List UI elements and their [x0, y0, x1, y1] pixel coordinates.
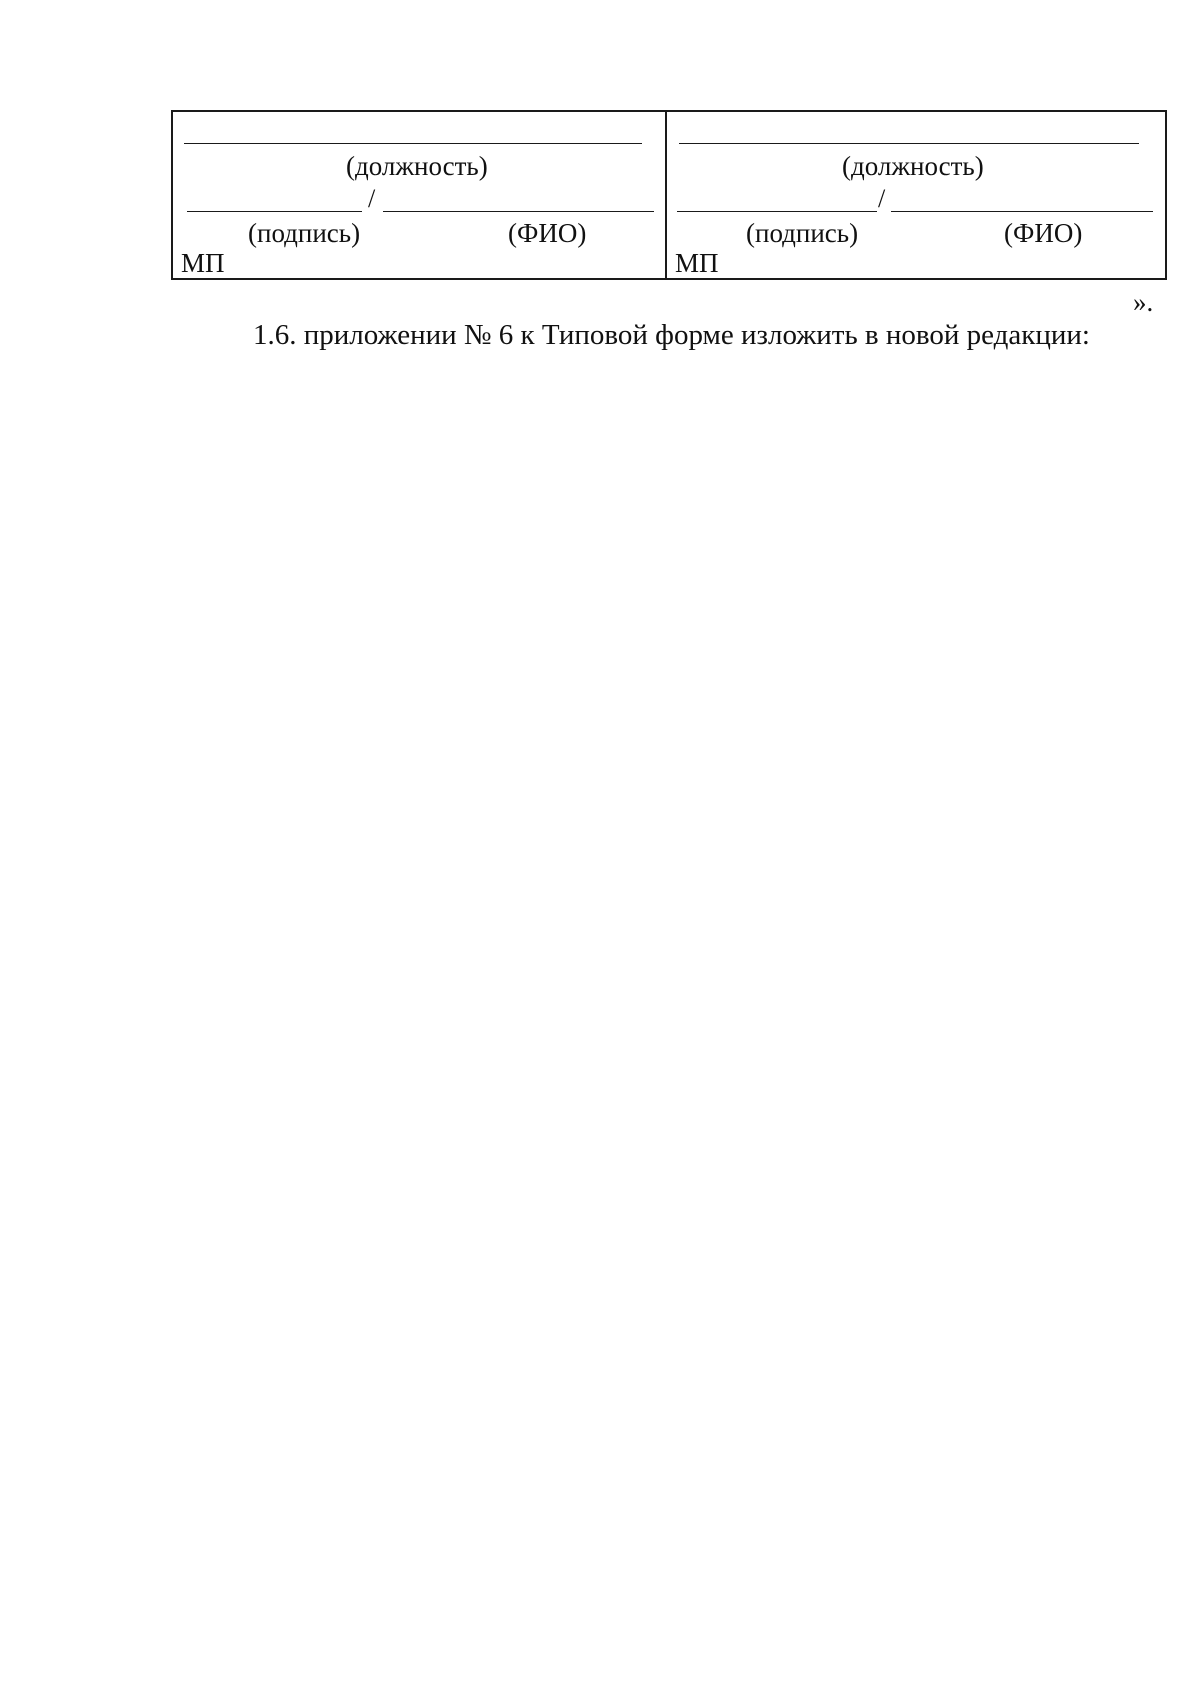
body-paragraph: 1.6. приложении № 6 к Типовой форме изложить в новой редакции:: [253, 319, 1090, 351]
signature-line: [677, 211, 877, 212]
position-line: [184, 143, 642, 144]
seal-label: МП: [181, 248, 225, 278]
signature-caption: (подпись): [248, 218, 361, 248]
closing-quote: ».: [1133, 287, 1154, 317]
seal-label: МП: [675, 248, 719, 278]
signature-caption: (подпись): [746, 218, 859, 248]
name-line: [891, 211, 1153, 212]
signature-slash: /: [368, 184, 376, 213]
position-caption: (должность): [346, 151, 488, 181]
signature-cell-left: [173, 112, 667, 278]
name-line: [383, 211, 654, 212]
signature-slash: /: [878, 184, 886, 213]
signature-line: [187, 211, 362, 212]
position-caption: (должность): [842, 151, 984, 181]
signature-table: [171, 110, 1167, 280]
name-caption: (ФИО): [508, 218, 587, 248]
signature-cell-right: [667, 112, 1165, 278]
position-line: [679, 143, 1139, 144]
name-caption: (ФИО): [1004, 218, 1083, 248]
